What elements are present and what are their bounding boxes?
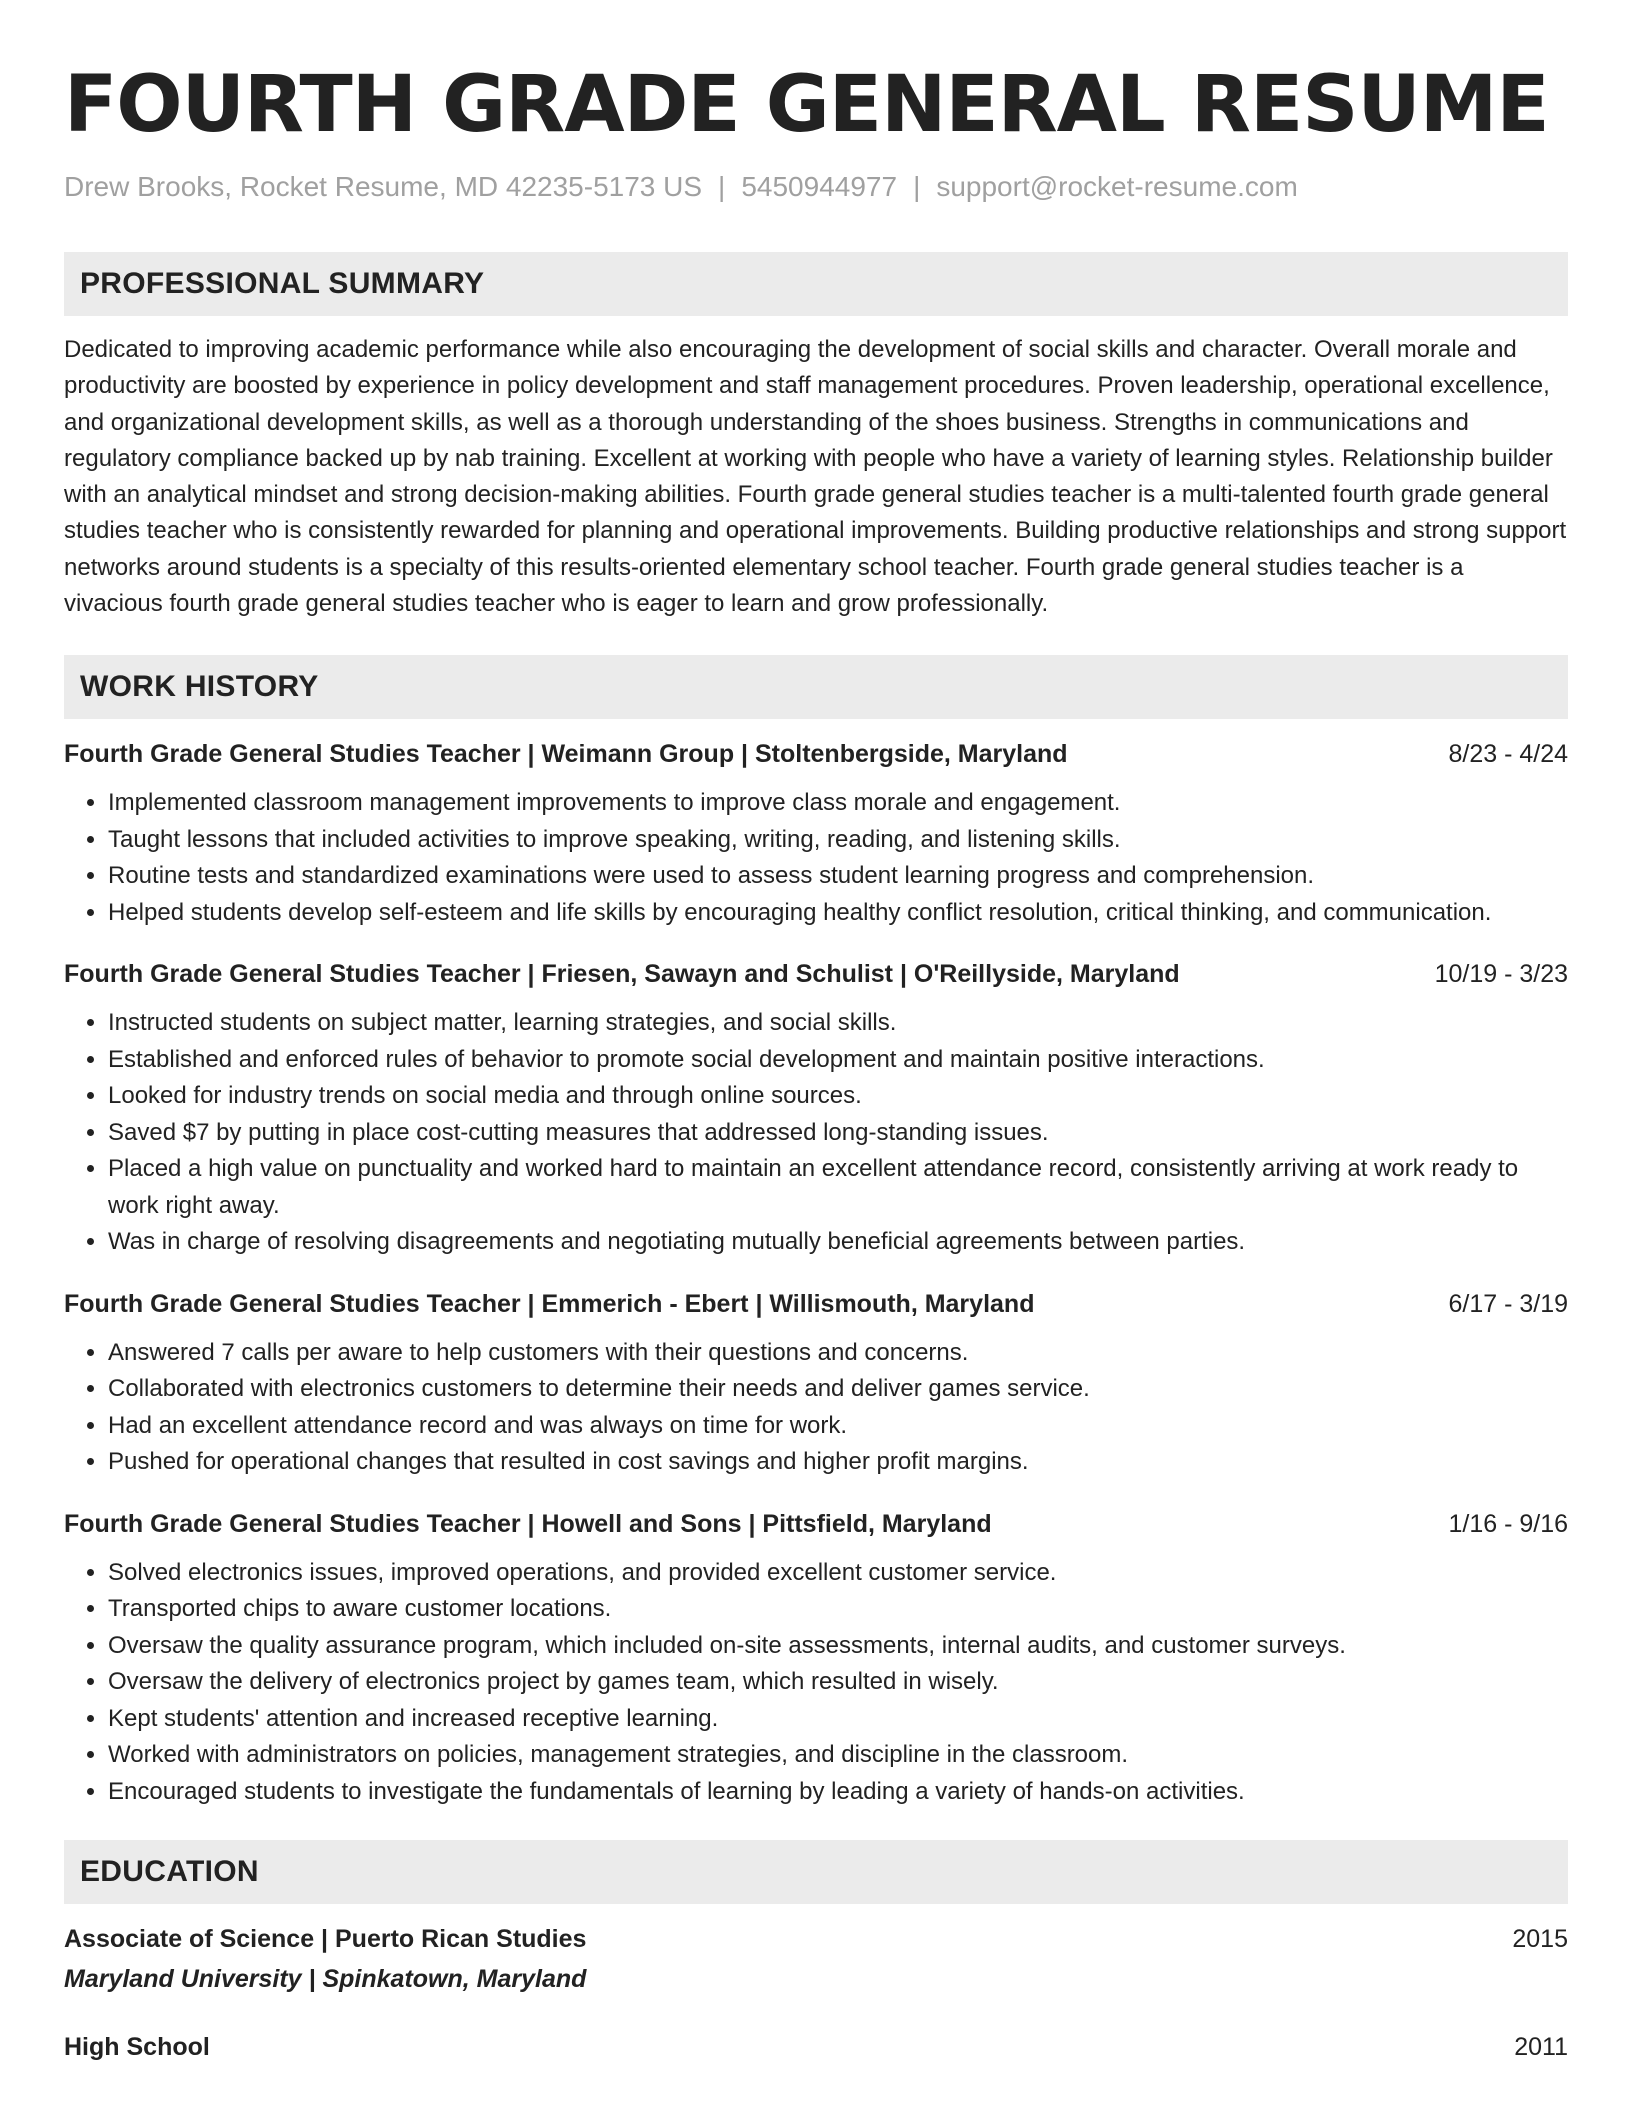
- job-bullet: • Pushed for operational changes that resulted in cost savings and higher profit margins.: [108, 1444, 1568, 1481]
- resume-title: FOURTH GRADE GENERAL RESUME: [64, 60, 1549, 150]
- summary-text: Dedicated to improving academic performance while also encouraging the development of social skills and character. Overall morale and productivity are boosted by experience in policy development and staff management procedures. Proven leadership, operational excellence, and organizational development skills, as well as a thorough understanding of the shoes business. Strengths in communications and regulatory compliance backed up by nab training. Excellent at working with people who have a variety of learning styles. Relationship builder with an analytical mindset and strong decision-making abilities. Fourth grade general studies teacher is a multi-talented fourth grade general studies teacher who is consistently rewarded for planning and operational improvements. Building productive relationships and strong support networks around students is a specialty of this results-oriented elementary school teacher. Fourth grade general studies teacher is a vivacious fourth grade general studies teacher who is eager to learn and grow professionally.: [64, 336, 1567, 618]
- education-degree: High School: [64, 2033, 210, 2062]
- job-bullet: • Encouraged students to investigate the fundamentals of learning by leading a variety of hands-on activities.: [108, 1774, 1568, 1811]
- education-entry: [64, 2030, 1568, 2064]
- job-bullet: • Oversaw the delivery of electronics project by games team, which resulted in wisely.: [108, 1664, 1568, 1701]
- job-bullet: • Collaborated with electronics customers to determine their needs and deliver games service.: [108, 1371, 1568, 1408]
- job-bullet: • Answered 7 calls per aware to help customers with their questions and concerns.: [108, 1335, 1568, 1372]
- education-entry: [64, 1922, 1568, 1996]
- job-entry: [64, 957, 1568, 1261]
- job-bullet: • Kept students' attention and increased receptive learning.: [108, 1701, 1568, 1738]
- job-bullets: [64, 1005, 1568, 1261]
- job-bullet: • Saved $7 by putting in place cost-cutting measures that addressed long-standing issues.: [108, 1115, 1568, 1152]
- education-year: 2015: [1512, 1925, 1568, 1954]
- section-header-summary: PROFESSIONAL SUMMARY: [64, 252, 1568, 316]
- contact-separator: |: [913, 171, 921, 202]
- job-bullet: • Placed a high value on punctuality and worked hard to maintain an excellent attendance record, consistently arriving at work ready to work right away.: [108, 1151, 1568, 1224]
- job-dates: 6/17 - 3/19: [1448, 1289, 1568, 1318]
- job-header: [64, 737, 1568, 771]
- job-bullets: [64, 785, 1568, 931]
- job-bullets: [64, 1335, 1568, 1481]
- contact-address: Drew Brooks, Rocket Resume, MD 42235-5173 US: [64, 171, 703, 202]
- section-header-education: EDUCATION: [64, 1840, 1568, 1904]
- job-bullet: • Routine tests and standardized examinations were used to assess student learning progress and comprehension.: [108, 858, 1568, 895]
- job-entry: [64, 1507, 1568, 1811]
- job-bullet: • Taught lessons that included activities to improve speaking, writing, reading, and listening skills.: [108, 822, 1568, 859]
- job-bullet: • Looked for industry trends on social media and through online sources.: [108, 1078, 1568, 1115]
- job-bullet: • Established and enforced rules of behavior to promote social development and maintain positive interactions.: [108, 1042, 1568, 1079]
- job-dates: 1/16 - 9/16: [1448, 1509, 1568, 1538]
- job-bullet: • Helped students develop self-esteem and life skills by encouraging healthy conflict resolution, critical thinking, and communication.: [108, 895, 1568, 932]
- job-bullet: • Transported chips to aware customer locations.: [108, 1591, 1568, 1628]
- education-header: [64, 1922, 1568, 1956]
- section-header-work-history: WORK HISTORY: [64, 655, 1568, 719]
- job-title: Fourth Grade General Studies Teacher | Howell and Sons | Pittsfield, Maryland: [64, 1509, 992, 1538]
- job-header: [64, 1287, 1568, 1321]
- job-entry: [64, 1287, 1568, 1481]
- education-year: 2011: [1514, 2033, 1568, 2062]
- job-entry: [64, 737, 1568, 931]
- job-bullet: • Worked with administrators on policies, management strategies, and discipline in the classroom.: [108, 1737, 1568, 1774]
- job-title: Fourth Grade General Studies Teacher | Emmerich - Ebert | Willismouth, Maryland: [64, 1289, 1035, 1318]
- job-bullet: • Was in charge of resolving disagreements and negotiating mutually beneficial agreements between parties.: [108, 1224, 1568, 1261]
- contact-separator: |: [718, 171, 726, 202]
- job-title: Fourth Grade General Studies Teacher | Friesen, Sawayn and Schulist | O'Reillyside, Maryland: [64, 960, 1180, 989]
- job-bullets: [64, 1555, 1568, 1811]
- contact-line: [64, 170, 1568, 204]
- contact-email: support@rocket-resume.com: [936, 171, 1298, 202]
- job-bullet: • Instructed students on subject matter, learning strategies, and social skills.: [108, 1005, 1568, 1042]
- job-bullet: • Oversaw the quality assurance program, which included on-site assessments, internal audits, and customer surveys.: [108, 1628, 1568, 1665]
- education-school: Maryland University | Spinkatown, Maryland: [64, 1965, 587, 1994]
- job-dates: 8/23 - 4/24: [1448, 740, 1568, 769]
- job-bullet: • Had an excellent attendance record and was always on time for work.: [108, 1408, 1568, 1445]
- job-dates: 10/19 - 3/23: [1434, 960, 1568, 989]
- job-header: [64, 957, 1568, 991]
- job-title: Fourth Grade General Studies Teacher | Weimann Group | Stoltenbergside, Maryland: [64, 740, 1068, 769]
- job-header: [64, 1507, 1568, 1541]
- job-bullet: • Solved electronics issues, improved operations, and provided excellent customer service.: [108, 1555, 1568, 1592]
- job-bullet: • Implemented classroom management improvements to improve class morale and engagement.: [108, 785, 1568, 822]
- contact-phone: 5450944977: [741, 171, 898, 202]
- education-degree: Associate of Science | Puerto Rican Studies: [64, 1925, 587, 1954]
- education-header: [64, 2030, 1568, 2064]
